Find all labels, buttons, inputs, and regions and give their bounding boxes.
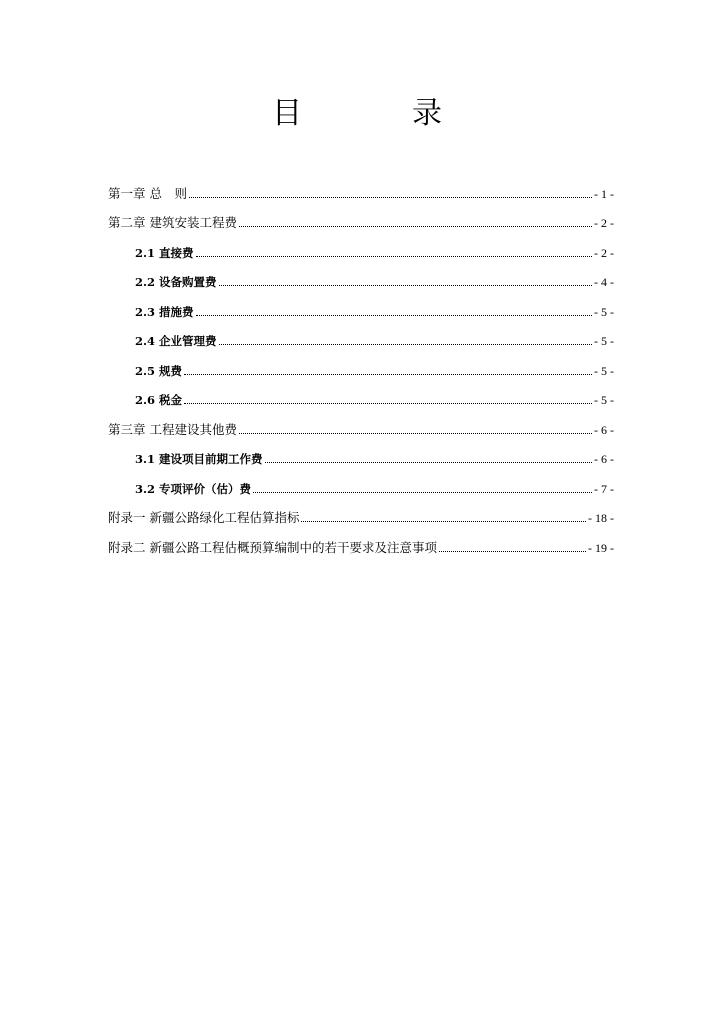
dot-leader — [184, 374, 592, 375]
page-title: 目 录 — [272, 96, 482, 131]
toc-entry-page: - 2 - — [594, 216, 614, 230]
dot-leader — [239, 433, 592, 434]
toc-entry-3-1[interactable] — [108, 438, 614, 468]
toc-entry-ch1[interactable] — [108, 172, 614, 202]
toc-entry-2-3[interactable] — [108, 290, 614, 320]
toc-entry-page: - 2 - — [594, 245, 614, 260]
toc-entry-page: - 5 - — [594, 363, 614, 378]
dot-leader — [265, 462, 592, 463]
toc-entry-page: - 6 - — [594, 452, 614, 466]
toc-entry-ch3[interactable] — [108, 408, 614, 438]
toc-entry-label: 附录一 新疆公路绿化工程估算指标 — [108, 510, 300, 525]
toc-entry-page: - 6 - — [594, 422, 614, 437]
toc-entry-label: 2.5 规费 — [135, 363, 183, 378]
dot-leader — [219, 285, 592, 286]
dot-leader — [196, 256, 592, 257]
toc-entry-page: - 5 - — [594, 334, 614, 348]
dot-leader — [184, 403, 592, 404]
toc-entry-label: 2.4 企业管理费 — [135, 334, 217, 348]
dot-leader — [253, 492, 592, 493]
toc-entry-page: - 1 - — [594, 186, 614, 201]
toc-entry-label: 2.2 设备购置费 — [135, 275, 217, 289]
toc-entry-2-4[interactable] — [108, 320, 614, 350]
toc-entry-ch2[interactable] — [108, 202, 614, 232]
toc-entry-page: - 5 - — [594, 393, 614, 407]
dot-leader — [219, 344, 592, 345]
toc-entry-page: - 5 - — [594, 304, 614, 319]
dot-leader — [189, 197, 592, 198]
toc-entry-label: 3.1 建设项目前期工作费 — [135, 452, 263, 466]
toc-entry-label: 2.6 税金 — [135, 393, 183, 407]
dot-leader — [301, 521, 586, 522]
toc-entry-page: - 19 - — [588, 540, 614, 555]
toc-entry-appendix-2[interactable] — [108, 526, 614, 556]
toc-entry-2-5[interactable] — [108, 349, 614, 379]
toc-entry-label: 第一章 总 则 — [108, 185, 187, 201]
dot-leader — [196, 315, 592, 316]
toc-entry-label: 第三章 工程建设其他费 — [108, 421, 237, 437]
toc-entry-appendix-1[interactable] — [108, 497, 614, 527]
toc-entry-page: - 7 - — [594, 481, 614, 496]
toc-entry-2-6[interactable] — [108, 379, 614, 409]
toc-entry-page: - 4 - — [594, 275, 614, 289]
dot-leader — [439, 551, 586, 552]
toc-entry-label: 3.2 专项评价（估）费 — [135, 481, 252, 496]
toc-entry-page: - 18 - — [588, 511, 614, 525]
toc-entry-3-2[interactable] — [108, 467, 614, 497]
table-of-contents — [108, 172, 614, 556]
toc-entry-2-1[interactable] — [108, 231, 614, 261]
toc-entry-label: 附录二 新疆公路工程估概预算编制中的若干要求及注意事项 — [108, 539, 437, 555]
toc-entry-label: 2.3 措施费 — [135, 304, 194, 319]
toc-entry-label: 第二章 建筑安装工程费 — [108, 215, 237, 230]
toc-entry-label: 2.1 直接费 — [135, 245, 194, 260]
toc-entry-2-2[interactable] — [108, 261, 614, 291]
dot-leader — [239, 226, 592, 227]
